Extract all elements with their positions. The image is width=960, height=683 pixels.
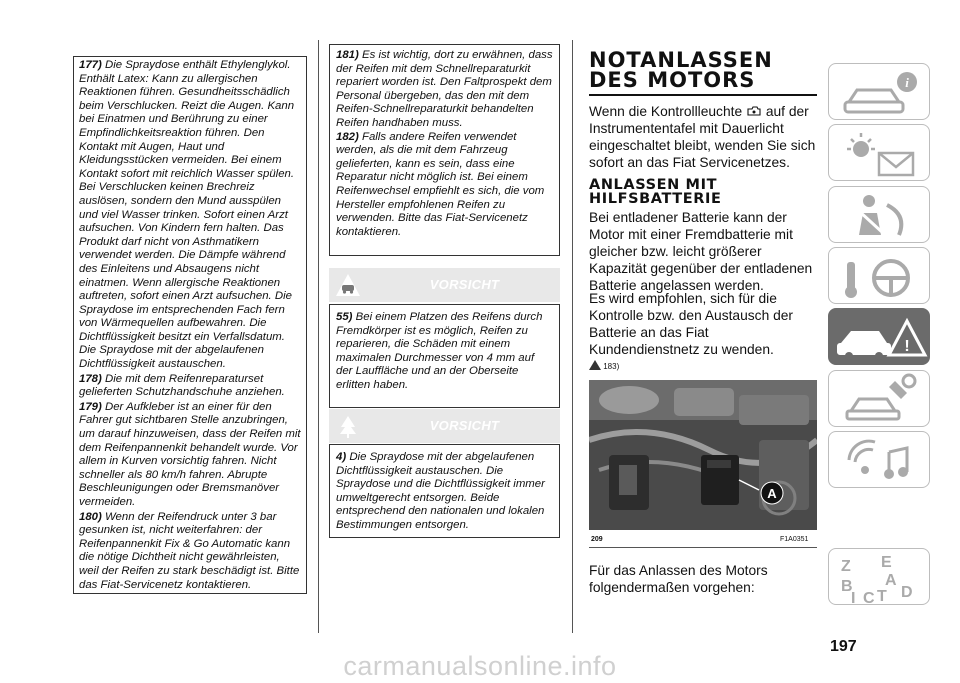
tab-index[interactable]	[828, 548, 930, 605]
alphabet-index-icon	[829, 549, 931, 606]
tab-safety[interactable]	[828, 186, 930, 243]
heading-rule	[589, 94, 817, 96]
tab-driving[interactable]	[828, 247, 930, 304]
column-divider	[572, 40, 573, 633]
tab-info[interactable]	[828, 63, 930, 120]
svg-text:!: !	[904, 338, 910, 355]
tab-multimedia[interactable]	[828, 431, 930, 488]
svg-text:i: i	[905, 75, 909, 90]
note-55: 55) Bei einem Platzen des Reifens durch Fremdkörper ist es möglich, Reifen zu reparieren, die Schäden mit einem maximalen Durchmesser von 4 mm auf der Lauffläche und an der Oberseite erlitten haben.	[336, 311, 543, 391]
paragraph-start-procedure: Für das Anlassen des Motors folgendermaßen vorgehen:	[589, 563, 768, 595]
paragraph-service: Es wird empfohlen, sich für die Kontrolle bzw. den Austausch der Batterie an das Fiat Kundendienstnetz zu wenden.	[589, 291, 794, 357]
warning-box-1	[329, 304, 560, 408]
tab-emergency[interactable]	[828, 308, 930, 365]
figure-code: F1A0351	[780, 536, 809, 543]
footnote-180: 180) Wenn der Reifendruck unter 3 bar gesunken ist, nicht weiterfahren: der Reifenpannenkit Fix & Go Automatic kann die nötige Dichtheit nicht gewährleisten, weil der Reifen zu stark beschädigt ist. Bitte das Fiat-Servicenetz kontaktieren.	[79, 510, 300, 591]
footnote-box-2	[329, 44, 560, 256]
emergency-car-icon	[829, 309, 931, 366]
figure-marker: A	[767, 486, 777, 501]
note-4: 4) Die Spraydose mit der abgelaufenen Dichtflüssigkeit austauschen. Die Spraydose und die Dichtflüssigkeit immer umweltgerecht entsorgen. Beide entsprechend den nationalen und lokalen Bestimmungen entsorgen.	[336, 451, 545, 531]
warning-car-icon	[335, 272, 361, 298]
tab-lights-message[interactable]	[828, 124, 930, 181]
figure-number: 209	[591, 536, 603, 543]
environment-tree-icon	[335, 413, 361, 439]
engine-bay-illustration	[589, 380, 817, 530]
svg-text:C: C	[863, 590, 875, 606]
svg-text:T: T	[877, 588, 887, 605]
svg-text:E: E	[881, 554, 892, 571]
wrench-car-icon	[829, 371, 931, 428]
warning-label: VORSICHT	[429, 277, 500, 292]
warning-triangle-icon	[589, 360, 601, 370]
tab-maintenance[interactable]	[828, 370, 930, 427]
svg-text:B: B	[841, 578, 853, 595]
footnote-182: 182) Falls andere Reifen verwendet werden, als die mit dem Fahrzeug gelieferten, kann es sein, dass eine Reparatur nicht möglich ist. Bei einem Reifenwechsel empfiehlt es sich, die vom Hersteller empfohlenen Reifen zu verwenden. Bitte das Fiat-Servicenetz kontaktieren.	[336, 130, 545, 238]
svg-text:Z: Z	[841, 558, 851, 575]
figure-rule	[589, 547, 817, 548]
section-heading: NOTANLASSEN DES MOTORS	[589, 48, 773, 92]
footnote-box-1	[73, 56, 307, 594]
warning-label: VORSICHT	[429, 418, 500, 433]
footnote-178: 178) Die mit dem Reifenreparaturset gelieferten Schutzhandschuhe anziehen.	[79, 372, 285, 399]
paragraph-battery: Bei entladener Batterie kann der Motor mit einer Fremdbatterie mit gleicher bzw. leicht größerer Kapazität gegenüber der entladenen Batterie angelassen werden.	[589, 210, 813, 293]
reference-note: 183)	[589, 360, 619, 371]
warning-header-car	[329, 268, 560, 302]
light-envelope-icon	[829, 125, 931, 182]
page-number: 197	[830, 638, 857, 655]
watermark: carmanualsonline.info	[343, 651, 617, 681]
engine-bay-figure	[589, 380, 817, 530]
svg-text:A: A	[885, 572, 897, 589]
footnote-177: 177) Die Spraydose enthält Ethylenglykol. Enthält Latex: Kann zu allergischen Reaktionen führen. Gesundheitsschädlich beim Verschlucken. Reizt die Augen. Kann bei Einatmen und Berührung zu einer Empfindlichkeitsreaktion führen. Den Kontakt mit Augen, Haut und Kleidungsstücken vermeiden. Bei einem Kontakt sofort mit reichlich Wasser spülen. Bei Verschlucken keinen Brechreiz auslösen, sondern den Mund ausspülen und viel Wasser trinken. Sofort einen Arzt aufsuchen. Von Kindern fern halten. Das Produkt darf nicht von Asthmatikern verwendet werden. Die Dämpfe während des Einleitens und Absaugens nicht einatmen. Wenn allergische Reaktionen auftreten, sofort einen Arzt aufsuchen. Die Spraydose im entsprechenden Fach fern von Wärmequellen aufbewahren. Die Dichtflüssigkeit besitzt ein Verfallsdatum. Die Spraydose mit der abgelaufenen Dichtflüssigkeit austauschen.	[79, 59, 295, 371]
svg-text:I: I	[851, 590, 856, 606]
multimedia-icon	[829, 432, 931, 489]
svg-text:D: D	[901, 584, 913, 601]
engine-immobilizer-icon	[746, 105, 762, 117]
warning-header-environment	[329, 409, 560, 443]
steering-key-icon	[829, 248, 931, 305]
footnote-181: 181) Es ist wichtig, dort zu erwähnen, dass der Reifen mit dem Schnellreparaturkit repariert worden ist. Den Faltprospekt dem Personal übergeben, das den mit dem Reifen-Schnellreparaturkit behandelten Reifen handhaben muss.	[336, 49, 553, 129]
footnote-179: 179) Der Aufkleber ist an einer für den Fahrer gut sichtbaren Stelle anzubringen, um darauf hinzuweisen, dass der Reifen mit dem Reifenpannenkit behandelt wurde. Vor allem in Kurven vorsichtig fahren. Nicht schneller als 80 km/h fahren. Abrupte Beschleunigungen oder Bremsmanöver vermeiden.	[79, 400, 301, 508]
seatbelt-airbag-icon	[829, 187, 931, 244]
warning-box-2	[329, 444, 560, 538]
paragraph-warning-light: Wenn die Kontrollleuchte auf der Instrumententafel mit Dauerlicht eingeschaltet bleibt, wenden Sie sich sofort an das Fiat Servicenetzes.	[589, 104, 816, 170]
column-divider	[318, 40, 319, 633]
car-info-icon	[829, 64, 931, 121]
subsection-heading: ANLASSEN MIT HILFSBATTERIE	[589, 177, 722, 207]
